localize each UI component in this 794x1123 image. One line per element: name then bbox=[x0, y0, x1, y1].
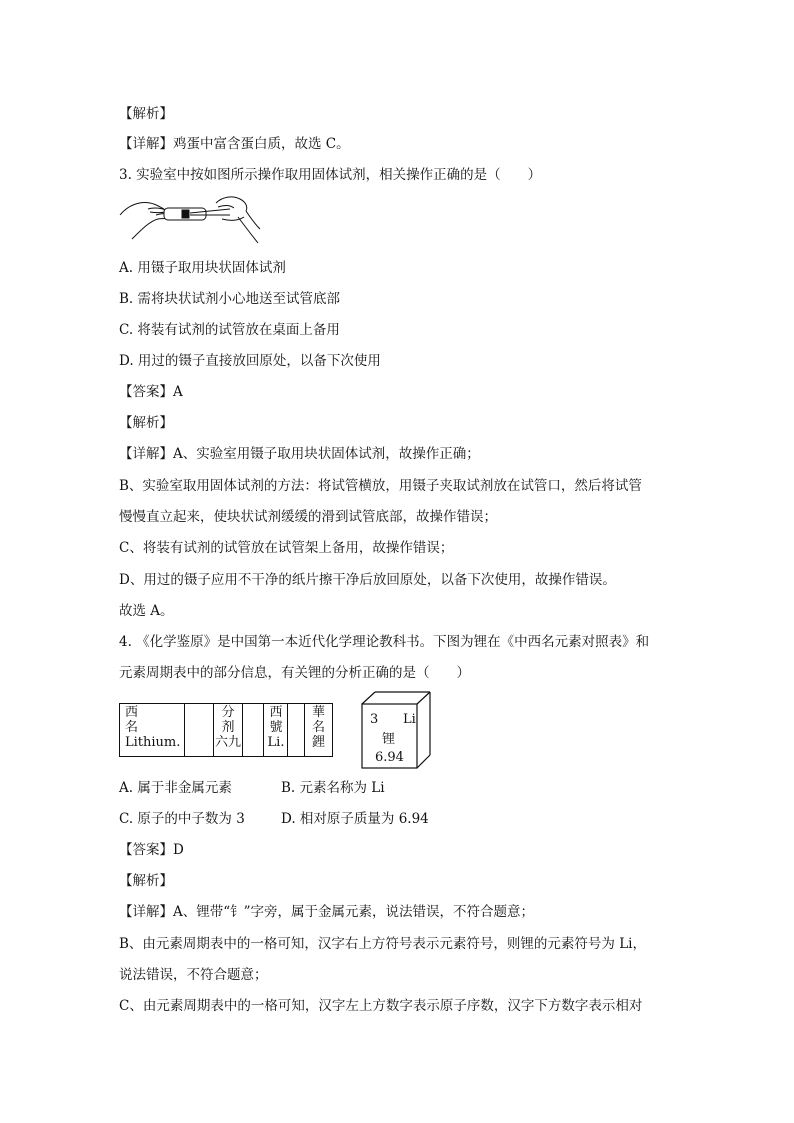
table-col-dose bbox=[214, 705, 242, 750]
table-cell: 鋰 bbox=[311, 735, 325, 750]
detail-3-d: D、用过的镊子应用不干净的纸片擦干净后放回原处，以备下次使用，故操作错误。 bbox=[119, 572, 616, 588]
element-name: 锂 bbox=[382, 732, 396, 747]
element-symbol: Li bbox=[403, 712, 416, 727]
question-4-line2: 元素周期表中的部分信息，有关锂的分析正确的是（ ） bbox=[119, 665, 470, 681]
choose-3: 故选 A。 bbox=[119, 603, 174, 619]
table-cell: Lithium. bbox=[125, 735, 181, 750]
option-d: D. 用过的镊子直接放回原处，以备下次使用 bbox=[119, 353, 381, 369]
question-3: 3. 实验室中按如图所示操作取用固体试剂，相关操作正确的是（ ） bbox=[119, 167, 542, 183]
detail-4-a: 【详解】A、锂带“钅”字旁，属于金属元素，说法错误，不符合题意； bbox=[119, 904, 535, 920]
option-4d: D. 相对原子质量为 6.94 bbox=[281, 811, 429, 827]
option-b: B. 需将块状试剂小心地送至试管底部 bbox=[119, 291, 341, 307]
analysis-3: 【解析】 bbox=[119, 415, 173, 431]
option-a: A. 用镊子取用块状固体试剂 bbox=[119, 260, 286, 276]
table-cell: 西 bbox=[269, 705, 283, 720]
answer-4: 【答案】D bbox=[119, 842, 184, 858]
element-name-table bbox=[119, 703, 333, 757]
option-4c: C. 原子的中子数为 3 bbox=[119, 811, 245, 827]
detail-3-a: 【详解】A、实验室用镊子取用块状固体试剂，故操作正确； bbox=[119, 446, 480, 462]
table-cell: 號 bbox=[269, 720, 283, 735]
table-cell: 名 bbox=[125, 720, 139, 735]
detail-4-b2: 说法错误，不符合题意； bbox=[119, 967, 268, 983]
table-col-western-name bbox=[125, 705, 180, 750]
table-cell: 名 bbox=[311, 720, 325, 735]
answer-3: 【答案】A bbox=[119, 384, 183, 400]
table-cell: 六九 bbox=[214, 735, 241, 750]
tweezers-test-tube-figure bbox=[118, 193, 264, 247]
atomic-number: 3 bbox=[370, 712, 379, 727]
line-2: 【详解】鸡蛋中富含蛋白质，故选 C。 bbox=[119, 136, 350, 152]
atomic-mass: 6.94 bbox=[375, 750, 404, 765]
periodic-cell-figure bbox=[361, 691, 431, 769]
line-1: 【解析】 bbox=[119, 106, 173, 122]
table-col-western-symbol bbox=[264, 705, 288, 750]
table-cell: 西 bbox=[125, 705, 139, 720]
detail-3-c: C、将装有试剂的试管放在试管架上备用，故操作错误； bbox=[119, 540, 454, 556]
option-c: C. 将装有试剂的试管放在桌面上备用 bbox=[119, 322, 340, 338]
detail-3-b2: 慢慢直立起来，使块状试剂缓缓的滑到试管底部，故操作错误； bbox=[119, 509, 497, 525]
table-cell: Li. bbox=[267, 735, 285, 750]
question-4-line1: 4. 《化学鉴原》是中国第一本近代化学理论教科书。下图为锂在《中西名元素对照表》和 bbox=[119, 634, 650, 650]
table-cell: 剂 bbox=[221, 720, 235, 735]
detail-4-c: C、由元素周期表中的一格可知，汉字左上方数字表示原子序数，汉字下方数字表示相对 bbox=[119, 998, 643, 1014]
analysis-4: 【解析】 bbox=[119, 873, 173, 889]
table-cell: 分 bbox=[221, 705, 235, 720]
option-4b: B. 元素名称为 Li bbox=[281, 780, 385, 796]
table-col-chinese-name bbox=[305, 705, 332, 750]
table-cell: 華 bbox=[311, 705, 325, 720]
detail-4-b1: B、由元素周期表中的一格可知，汉字右上方符号表示元素符号，则锂的元素符号为 Li， bbox=[119, 936, 646, 952]
detail-3-b1: B、实验室取用固体试剂的方法：将试管横放，用镊子夹取试剂放在试管口，然后将试管 bbox=[119, 478, 642, 494]
option-4a: A. 属于非金属元素 bbox=[119, 780, 232, 796]
